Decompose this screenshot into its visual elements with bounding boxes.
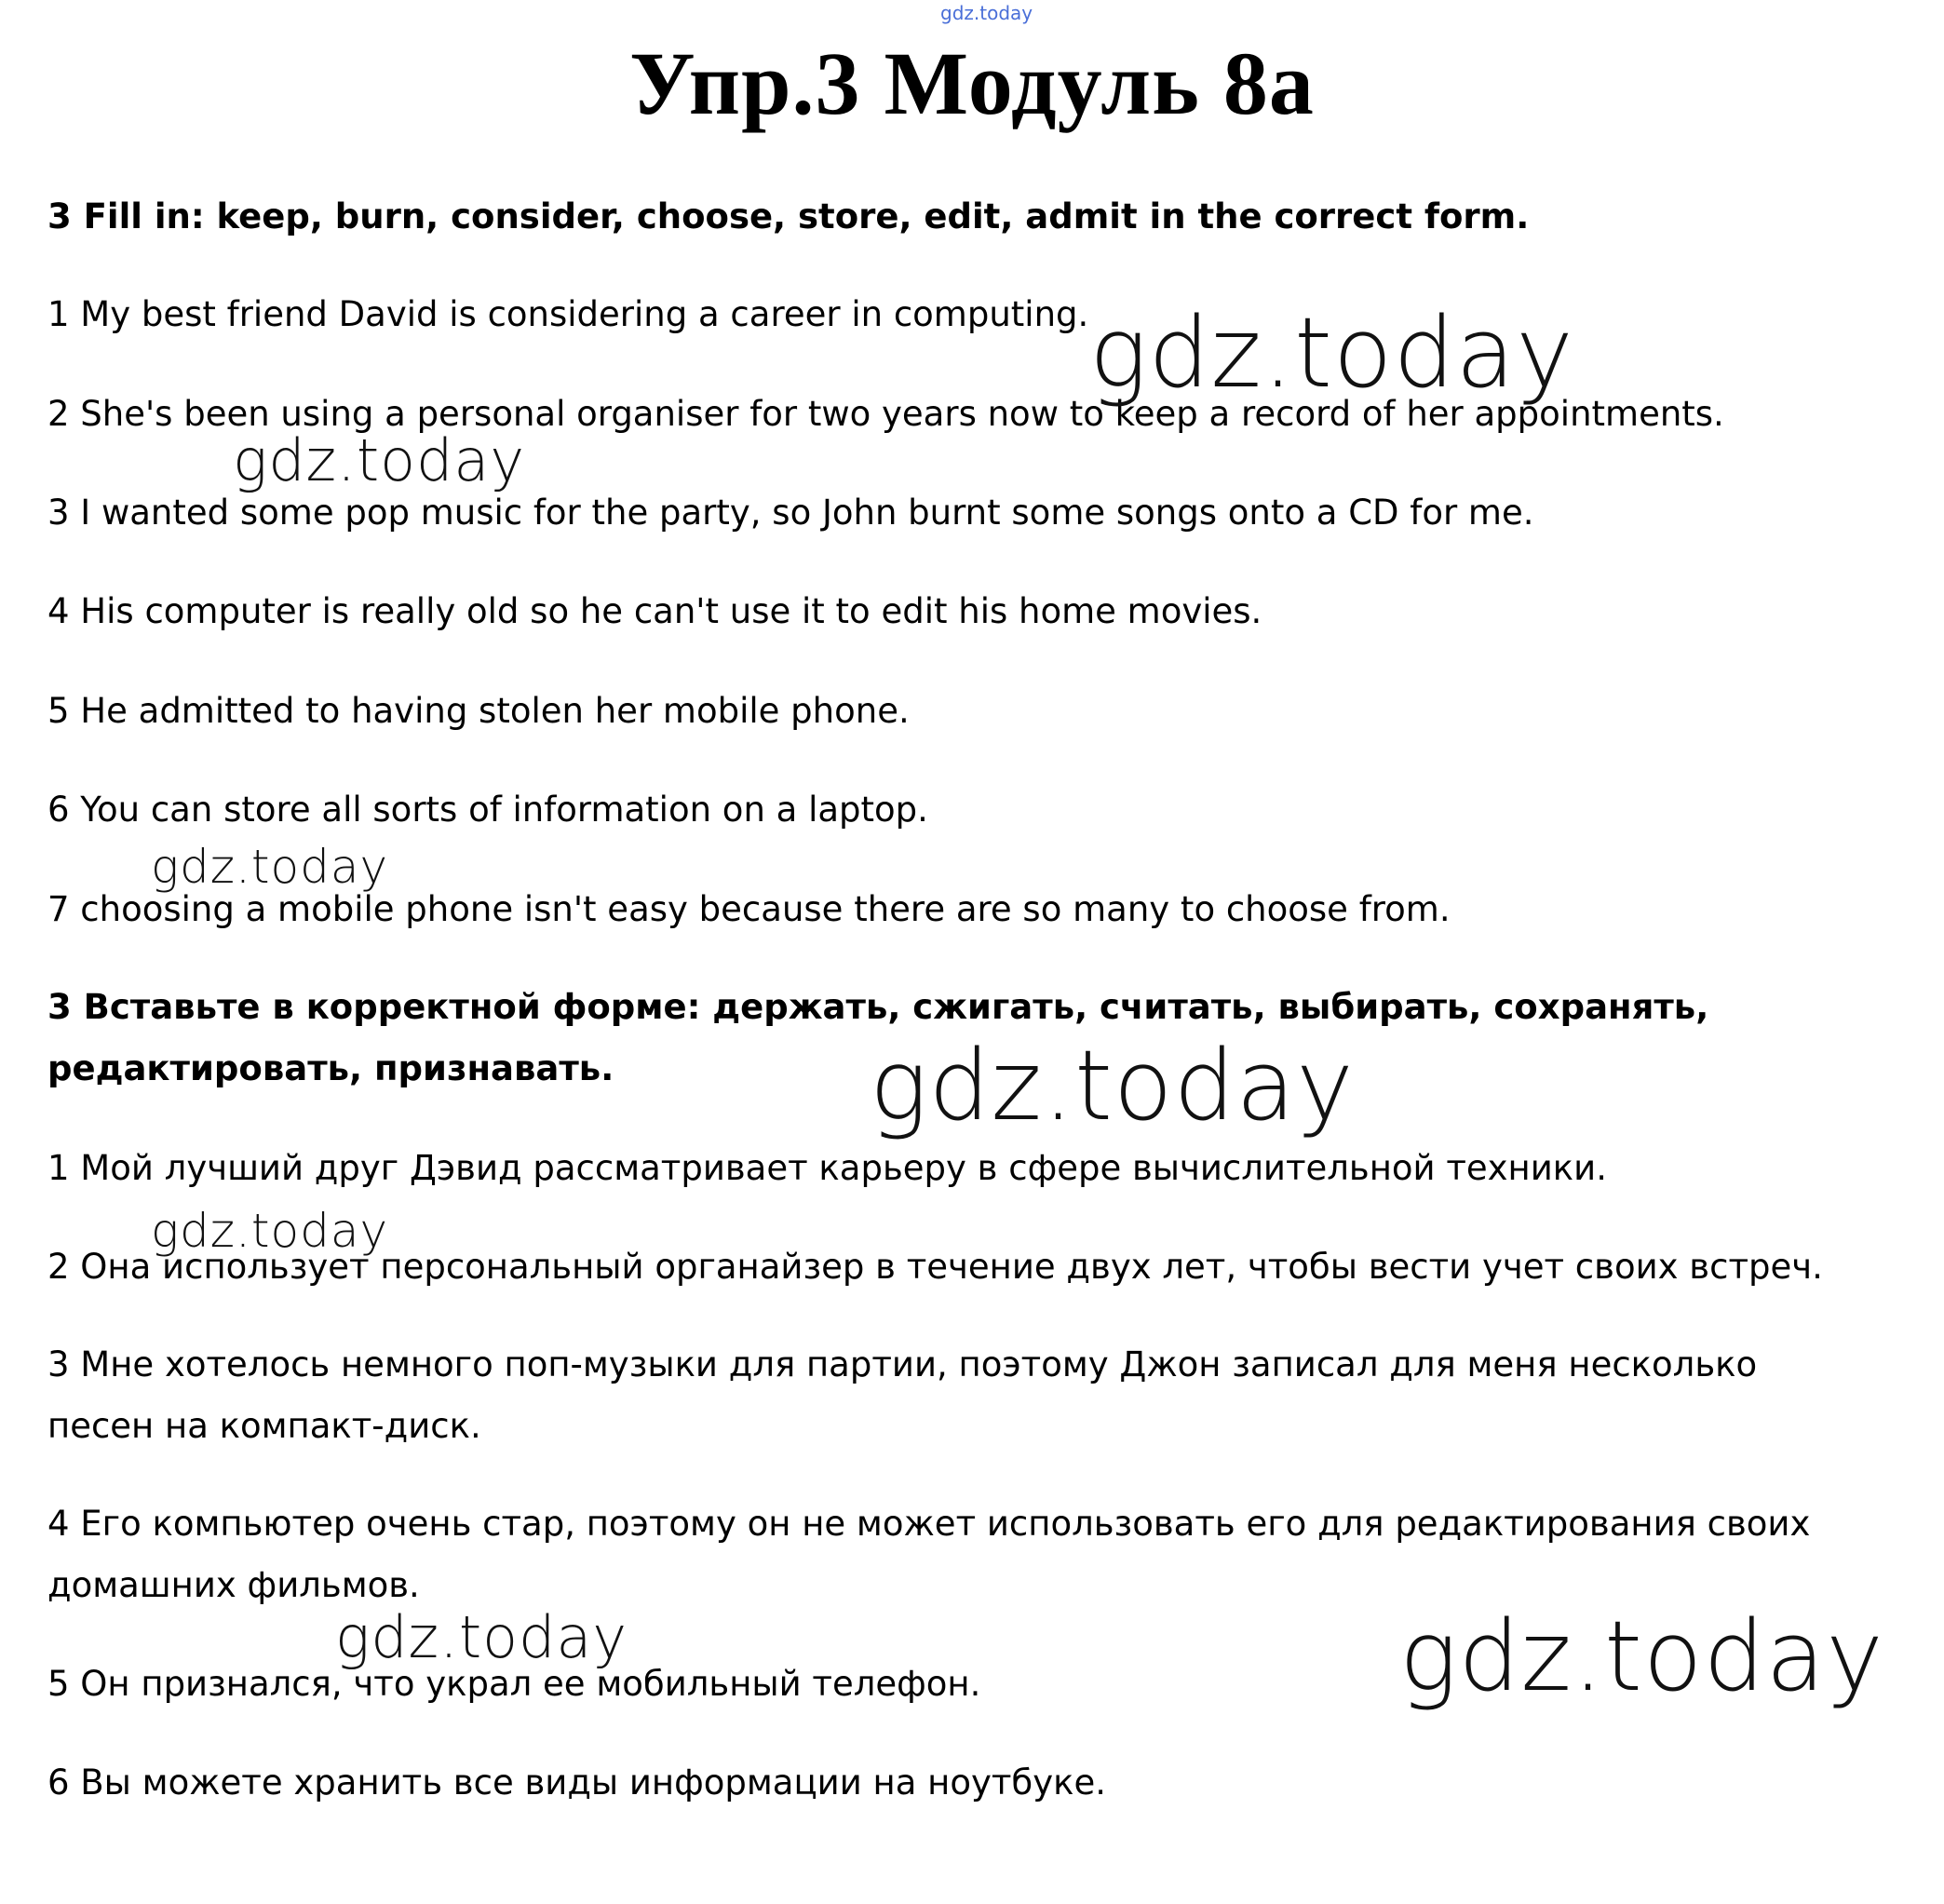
english-item-2: 2 She's been using a personal organiser for two years now to keep a record of her appointments. xyxy=(47,394,1724,434)
watermark: gdz.today xyxy=(1089,296,1574,410)
english-item-1: 1 My best friend David is considering a career in computing. xyxy=(47,294,1089,334)
english-item-5: 5 He admitted to having stolen her mobile phone. xyxy=(47,691,910,731)
russian-item-1: 1 Мой лучший друг Дэвид рассматривает карьеру в сфере вычислительной техники. xyxy=(47,1148,1607,1188)
english-item-6: 6 You can store all sorts of information on a laptop. xyxy=(47,790,928,830)
english-heading: 3 Fill in: keep, burn, consider, choose, store, edit, admit in the correct form. xyxy=(47,196,1530,236)
watermark: gdz.today xyxy=(1399,1600,1884,1713)
watermark: gdz.today xyxy=(151,1204,389,1258)
top-watermark: gdz.today xyxy=(940,2,1033,24)
watermark: gdz.today xyxy=(233,426,526,494)
russian-item-5: 5 Он признался, что украл ее мобильный телефон. xyxy=(47,1664,981,1704)
russian-item-6: 6 Вы можете хранить все виды информации на ноутбуке. xyxy=(47,1762,1106,1803)
russian-item-3: 3 Мне хотелось немного поп-музыки для партии, поэтому Джон записал для меня несколько песен на компакт-диск. xyxy=(47,1344,1758,1446)
watermark: gdz.today xyxy=(870,1029,1355,1142)
english-item-4: 4 His computer is really old so he can't use it to edit his home movies. xyxy=(47,591,1262,631)
english-item-7: 7 choosing a mobile phone isn't easy because there are so many to choose from. xyxy=(47,889,1451,929)
russian-item-4: 4 Его компьютер очень стар, поэтому он не может использовать его для редактирования своих домашних фильмов. xyxy=(47,1504,1811,1605)
english-item-3: 3 I wanted some pop music for the party, so John burnt some songs onto a CD for me. xyxy=(47,493,1534,533)
page-title: Упр.3 Модуль 8a xyxy=(629,34,1315,133)
russian-heading: 3 Вставьте в корректной форме: держать, сжигать, считать, выбирать, сохранять, редактировать, признавать. xyxy=(47,987,1709,1088)
watermark: gdz.today xyxy=(335,1603,628,1671)
watermark: gdz.today xyxy=(151,840,389,894)
russian-item-2: 2 Она использует персональный органайзер в течение двух лет, чтобы вести учет своих встреч. xyxy=(47,1247,1823,1287)
